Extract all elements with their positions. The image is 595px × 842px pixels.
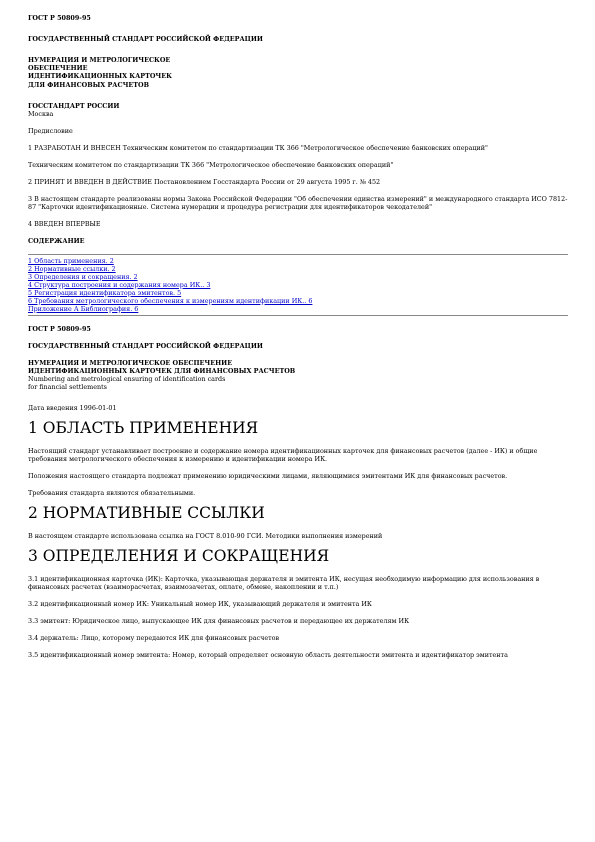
toc-link[interactable]: 5 Регистрация идентификатора эмитентов. 5 <box>28 288 182 297</box>
title-line: ДЛЯ ФИНАНСОВЫХ РАСЧЕТОВ <box>28 80 150 89</box>
section-3-heading: 3 ОПРЕДЕЛЕНИЯ И СОКРАЩЕНИЯ <box>28 546 330 565</box>
title-english-line: for financial settlements <box>28 382 107 391</box>
toc-link[interactable]: 4 Структура построения и содержания номера ИК.. 3 <box>28 280 211 289</box>
foreword-item: 2 ПРИНЯТ И ВВЕДЕН В ДЕЙСТВИЕ Постановлением Госстандарта России от 29 августа 1995 г. № 452 <box>28 177 381 186</box>
toc-link[interactable]: 6 Требования метрологического обеспечения к измерениям идентификации ИК.. 6 <box>28 296 313 305</box>
title-line: НУМЕРАЦИЯ И МЕТРОЛОГИЧЕСКОЕ <box>28 56 171 64</box>
contents-heading: СОДЕРЖАНИЕ <box>28 236 85 245</box>
publisher: ГОССТАНДАРТ РОССИИ <box>28 101 120 110</box>
definition-item: 3.1 идентификационная карточка (ИК): Карточка, указывающая держателя и эмитента ИК, несущая необходимую информацию для использования в финансовых расчетах (взаиморасчетах, взаимозачетах, оплате, обмене, накоплении и т.п.) <box>28 574 540 591</box>
foreword-item: 4 ВВЕДЕН ВПЕРВЫЕ <box>28 219 101 228</box>
city: Москва <box>28 109 54 118</box>
section-2-heading: 2 НОРМАТИВНЫЕ ССЫЛКИ <box>28 503 265 522</box>
section-1-paragraph: Положения настоящего стандарта подлежат применению юридическими лицами, являющимися эмитентами ИК для финансовых расчетов. <box>28 471 508 480</box>
toc-link[interactable]: 3 Определения и сокращения. 2 <box>28 272 138 281</box>
definition-item: 3.3 эмитент: Юридическое лицо, выпускающее ИК для финансовых расчетов и передающее их держателям ИК <box>28 616 410 625</box>
state-standard-heading-repeat: ГОСУДАРСТВЕННЫЙ СТАНДАРТ РОССИЙСКОЙ ФЕДЕРАЦИИ <box>28 341 263 350</box>
title-line: НУМЕРАЦИЯ И МЕТРОЛОГИЧЕСКОЕ ОБЕСПЕЧЕНИЕ <box>28 358 233 367</box>
standard-code-repeat: ГОСТ Р 50809-95 <box>28 324 91 333</box>
title-line: ИДЕНТИФИКАЦИОННЫХ КАРТОЧЕК <box>28 72 172 81</box>
foreword-item: 1 РАЗРАБОТАН И ВНЕСЕН Техническим комитетом по стандартизации ТК 366 "Метрологическое обеспечение банковских операций" <box>28 143 488 152</box>
document-page <box>28 14 568 659</box>
definition-item: 3.4 держатель: Лицо, которому передаются ИК для финансовых расчетов <box>28 633 280 642</box>
foreword-item: 3 В настоящем стандарте реализованы нормы Закона Российской Федерации "Об обеспечении единства измерений" и международного стандарта ИСО 7812-87 "Карточки идентификационные. Система нумерации и процедура регистрации для идентификаторов чекодателей" <box>28 194 568 211</box>
state-standard-heading: ГОСУДАРСТВЕННЫЙ СТАНДАРТ РОССИЙСКОЙ ФЕДЕРАЦИИ <box>28 35 263 43</box>
toc-link[interactable]: 1 Область применения. 2 <box>28 256 114 265</box>
foreword-label: Предисловие <box>28 126 73 135</box>
document-title <box>28 56 568 89</box>
title-line: ИДЕНТИФИКАЦИОННЫХ КАРТОЧЕК ДЛЯ ФИНАНСОВЫХ РАСЧЕТОВ <box>28 366 296 375</box>
definition-item: 3.5 идентификационный номер эмитента: Номер, который определяет основную область деятельности эмитента и идентификатор эмитента <box>28 650 508 659</box>
section-1-heading: 1 ОБЛАСТЬ ПРИМЕНЕНИЯ <box>28 418 259 437</box>
section-1-paragraph: Настоящий стандарт устанавливает построение и содержание номера идентификационных карточек для финансовых расчетов (далее - ИК) и общие требования метрологического обеспечения к измерению и идентификации номера ИК. <box>28 446 538 463</box>
section-2-paragraph: В настоящем стандарте использована ссылка на ГОСТ 8.010-90 ГСИ. Методики выполнения измерений <box>28 531 383 540</box>
table-of-contents <box>28 254 568 316</box>
standard-code: ГОСТ Р 50809-95 <box>28 14 91 22</box>
toc-link[interactable]: Приложение А Библиография. 6 <box>28 304 139 313</box>
definition-item: 3.2 идентификационный номер ИК: Уникальный номер ИК, указывающий держателя и эмитента ИК <box>28 599 372 608</box>
introduction-date: Дата введения 1996-01-01 <box>28 403 117 412</box>
toc-link[interactable]: 2 Нормативные ссылки. 2 <box>28 264 116 273</box>
section-1-paragraph: Требования стандарта являются обязательными. <box>28 488 196 497</box>
title-english-line: Numbering and metrological ensuring of identification cards <box>28 374 226 383</box>
title-line: ОБЕСПЕЧЕНИЕ <box>28 64 88 73</box>
foreword-item: Техническим комитетом по стандартизации ТК 366 "Метрологическое обеспечение банковских операций" <box>28 160 394 169</box>
